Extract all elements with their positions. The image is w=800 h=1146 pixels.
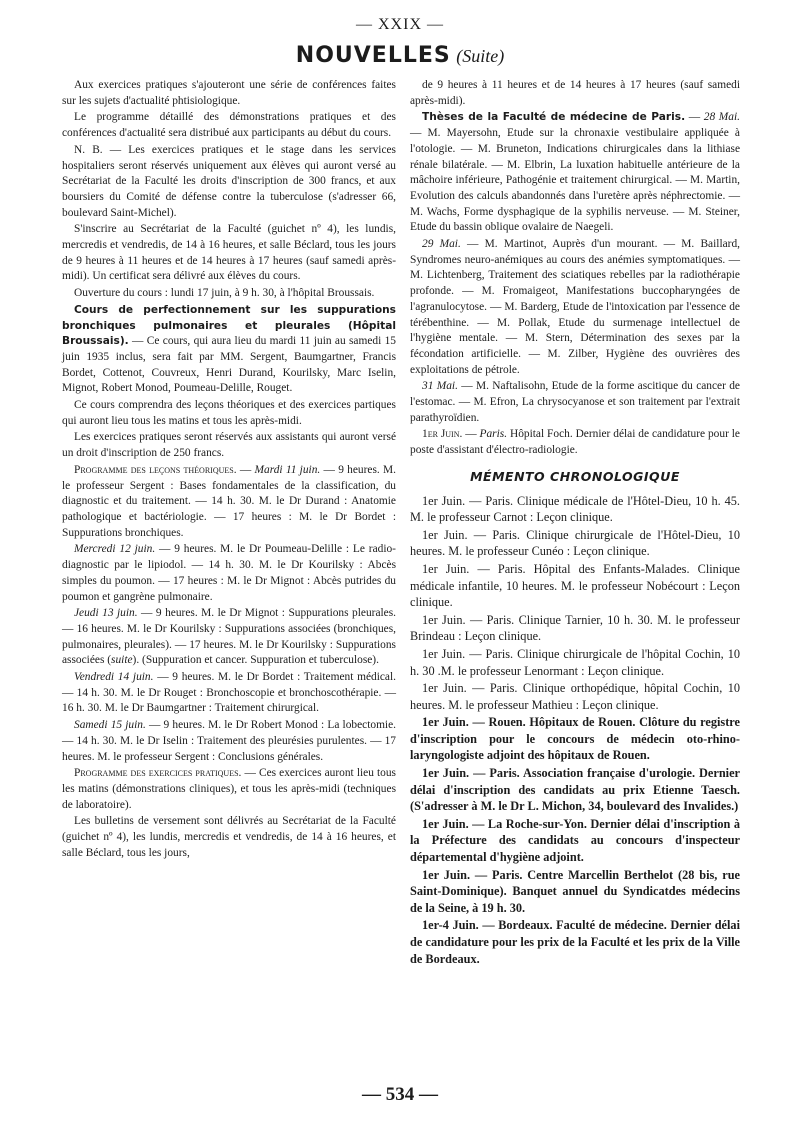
memento-entry: 1er Juin. — Paris. Clinique Tarnier, 10 h. 30. M. le professeur Brindeau : Leçon clinique.: [410, 612, 740, 644]
paragraph: 1er Juin. — Paris. Hôpital Foch. Dernier délai de candidature pour le poste d'assistant d'électro-radiologie.: [410, 428, 740, 457]
date-label: 29 Mai.: [422, 238, 461, 251]
paragraph-text: — 9 heures. M. le Dr Bordet : Traitement médical. — 14 h. 30. M. le Dr Rouget : Bronchoscopie et bronchoscothérapie. — 16 h. 30. M. le Dr Baumgartner : Traitement chirurgical.: [62, 671, 396, 715]
paragraph: [62, 606, 396, 669]
paragraph-text: — M. Martinot, Auprès d'un mourant. — M. Baillard, Syndromes neuro-anémiques au cours des anémies symptomatiques. — M. Lichtenberg, Traitement des sciatiques rebelles par la radiothérapie profonde. — M. Fromaigeot, Manifestations buccopharyngées de l'agranulocytose. — M. Barderg, Etude de l'intoxication par l'essence de térébenthine. — M. Pollak, Etude du surmenage intellectuel de l'hygiène mentale. — M. Stern, Détermination des sexes par la fécondation artificielle. — M. Zilber, Hygiène des ouvrières des exploitations de pétrole.: [410, 238, 740, 376]
memento-entry: 1er Juin. — Paris. Association française d'urologie. Dernier délai d'inscription des candidats au prix Etienne Taesch. (S'adresser à M. le Dr L. Michon, 34, boulevard des Invalides.): [410, 766, 740, 814]
paragraph: [62, 766, 396, 813]
paragraph: Les bulletins de versement sont délivrés au Secrétariat de la Faculté (guichet nº 4), les lundis, mercredis et vendredis, de 14 à 16 heures, et salle Béclard, tous les jours,: [62, 815, 396, 859]
paragraph: Thèses de la Faculté de médecine de Paris. — 28 Mai. — M. Mayersohn, Etude sur la chronaxie vestibulaire appliquée à l'otologie. — M. Bruneton, Indications chirurgicales dans la lithiase rénale bilatérale. — M. Elbrin, La luxation habituelle antérieure de la mâchoire inférieure, Pathogénie et traitement chirurgical. — M. Martin, Evolution des calculs abandonnés dans l'uretère après néphrectomie. — M. Wachs, Forme dysphagique de la syphilis nerveuse. — M. Steiner, Etude du bassin oblique ovalaire de Naegeli.: [410, 111, 741, 234]
memento-entry: 1er Juin. — Paris. Centre Marcellin Berthelot (28 bis, rue Saint-Dominique). Banquet annuel du Syndicatdes médecins de la Seine, à 19 h. 30.: [410, 867, 740, 915]
paragraph-text: — 9 heures. M. le Dr Robert Monod : La lobectomie. — 14 h. 30. M. le Dr Iselin : Traitement des pleurésies purulentes. — 17 heures. M. le professeur Sergent : Conclusions générales.: [62, 719, 396, 763]
course-title: Cours de perfectionnement sur les suppurations bronchiques pulmonaires et pleurales (Hôpital Broussais).: [62, 303, 396, 348]
memento-entry: 1er Juin. — Paris. Clinique chirurgicale de l'Hôtel-Dieu, 10 heures. M. le professeur Cunéo : Leçon clinique.: [410, 527, 740, 559]
paragraph: [62, 670, 396, 717]
page-number: — 534 —: [362, 1084, 438, 1105]
paragraph: [62, 303, 396, 397]
paragraph: Ouverture du cours : lundi 17 juin, à 9 h. 30, à l'hôpital Broussais.: [74, 287, 375, 300]
program-heading: Programme des exercices pratiques.: [74, 767, 242, 780]
paragraph-text: — Ce cours, qui aura lieu du mardi 11 juin au samedi 15 juin 1935 inclus, sera fait par MM. Sergent, Baumgartner, Francis Bordet, Cottenot, Couvreux, Henri Durand, Kourilsky, Marc Iselin, Mignot, Robert Monod, Poumeau-Delille, Rouget.: [62, 335, 396, 395]
paragraph: N. B. — Les exercices pratiques et le stage dans les services hospitaliers seront réservés uniquement aux élèves qui auront versé au Secrétariat de la Faculté les droits d'inscription de 300 francs, et aux boursiers du Comité de défense contre la tuberculose (s'adresser 66, boulevard Saint-Michel).: [62, 143, 396, 219]
paragraph-text: — M. Mayersohn, Etude sur la chronaxie vestibulaire appliquée à l'otologie. — M. Bruneton, Indications chirurgicales dans la lithiase rénale bilatérale. — M. Elbrin, La luxation habituelle antérieure de la mâchoire inférieure, Pathogénie et traitement chirurgical. — M. Martin, Evolution des calculs abandonnés dans l'uretère après néphrectomie. — M. Wachs, Forme dysphagique de la syphilis nerveuse. — M. Steiner, Etude du bassin oblique ovalaire de Naegeli.: [410, 127, 740, 234]
program-heading: Programme des leçons théoriques.: [74, 463, 237, 476]
heading-subtitle: (Suite): [456, 46, 505, 66]
date-label: 1er Juin.: [422, 428, 463, 441]
memento-entry: 1er Juin. — Paris. Hôpital des Enfants-Malades. Clinique médicale infantile, 10 heures. M. le professeur Nobécourt : Leçon clinique.: [410, 561, 740, 610]
paragraph-text: — 9 heures. M. le professeur Sergent : Bases fondamentales de la classification, du diagnostic et du traitement. — 14 h. 30. M. le Dr Durand : Anatomie pathologique et bactériologie. — 17 heures : M. le Dr Bordet : Suppurations bronchiques.: [62, 463, 396, 539]
date-label: 31 Mai.: [422, 380, 458, 393]
heading-title: NOUVELLES: [295, 43, 451, 68]
paragraph-text: ). (Suppuration et cancer. Suppuration et tuberculose).: [132, 654, 379, 667]
memento-entry: 1er Juin. — Rouen. Hôpitaux de Rouen. Clôture du registre d'inscription pour le concours de médecin oto-rhino-laryngologiste adjoint des hôpitaux de Rouen.: [410, 715, 740, 763]
paragraph: Programme des leçons théoriques. — Mardi 11 juin. — 9 heures. M. le professeur Sergent : Bases fondamentales de la classification, du diagnostic et du traitement. — 14 h. 30. M. le Dr Durand : Anatomie pathologique et bactériologie. — 17 heures : M. le Dr Bordet : Suppurations bronchiques.: [62, 463, 396, 539]
memento-entry: 1er Juin. — Paris. Clinique médicale de l'Hôtel-Dieu, 10 h. 45. M. le professeur Carnot : Leçon clinique.: [410, 493, 740, 525]
left-column: [62, 78, 396, 862]
paragraph-text: — 9 heures. M. le Dr Poumeau-Delille : Le radio-diagnostic par le lipiodol. — 14 h. 30. M. le Dr Kourilsky : Abcès simples du poumon. — 17 heures : M. le Dr Mignot : Abcès putrides du poumon et gangrène pulmonaire.: [62, 543, 396, 603]
page-heading: [0, 42, 800, 68]
theses-heading: Thèses de la Faculté de médecine de Paris.: [422, 111, 686, 124]
paragraph: [62, 542, 396, 605]
paragraph: Ce cours comprendra des leçons théoriques et des exercices partiques qui auront lieu tous les matins et tous les après-midi.: [62, 399, 396, 427]
paragraph: Aux exercices pratiques s'ajouteront une série de conférences faites sur les sujets d'actualité phtisiologique.: [62, 79, 396, 107]
suite-label: suite: [111, 654, 133, 667]
paragraph: [410, 379, 740, 426]
paragraph: S'inscrire au Secrétariat de la Faculté (guichet nº 4), les lundis, mercredis et vendredis, de 14 à 16 heures, et salle Béclard, tous les jours de 9 heures à 11 heures et de 14 heures à 17 heures (sauf samedi après-midi). Un certificat sera délivré aux élèves du cours.: [62, 223, 396, 283]
paragraph-text: — Ces exercices auront lieu tous les matins (démonstrations cliniques), et tous les après-midi (techniques de laboratoire).: [62, 767, 396, 811]
page-roman-numeral: — XXIX —: [356, 16, 444, 33]
paragraph-text: — 9 heures. M. le Dr Mignot : Suppurations pleurales. — 16 heures. M. le Dr Kourilsky : Suppurations associées (bronchiques, pulmonaires, pleurales). — 17 heures. M. le Dr Kourilsky : Suppurations associées (: [62, 607, 396, 667]
date-label: Mardi 11 juin.: [254, 463, 321, 476]
paragraph: [410, 237, 740, 378]
date-label: Mercredi 12 juin.: [74, 543, 156, 556]
place-label: Paris.: [479, 428, 508, 441]
paragraph: Les exercices pratiques seront réservés aux assistants qui auront versé un droit d'inscription de 250 francs.: [62, 431, 396, 460]
date-label: Samedi 15 juin.: [74, 719, 146, 732]
right-column: [410, 78, 740, 968]
date-label: 28 Mai.: [703, 111, 741, 124]
memento-entry: 1er Juin. — La Roche-sur-Yon. Dernier délai d'inscription à la Préfecture des candidats au concours d'inspecteur départemental d'hygiène adjoint.: [410, 816, 740, 865]
paragraph: Le programme détaillé des démonstrations pratiques et des conférences d'actualité sera distribué aux participants au début du cours.: [62, 111, 396, 140]
paragraph: [62, 718, 396, 765]
paragraph-text: Hôpital Foch. Dernier délai de candidature pour le poste d'assistant d'électro-radiologie.: [410, 428, 740, 457]
memento-title: MÉMENTO CHRONOLOGIQUE: [470, 468, 680, 484]
memento-entry: 1er Juin. — Paris. Clinique orthopédique, hôpital Cochin, 10 heures. M. le professeur Mathieu : Leçon clinique.: [410, 681, 740, 712]
date-label: Jeudi 13 juin.: [74, 607, 138, 620]
paragraph-text: — M. Naftalisohn, Etude de la forme ascitique du cancer de l'estomac. — M. Efron, La chrysocyanose et son traitement par l'extrait parathyroïdien.: [410, 380, 740, 424]
date-label: Vendredi 14 juin.: [74, 671, 154, 684]
memento-entry: 1er-4 Juin. — Bordeaux. Faculté de médecine. Dernier délai de candidature pour les prix de la Faculté et les prix de la Ville de Bordeaux.: [410, 918, 740, 966]
memento-entry: 1er Juin. — Paris. Clinique chirurgicale de l'hôpital Cochin, 10 h. 30 .M. le professeur Lenormant : Leçon clinique.: [410, 646, 740, 678]
paragraph: de 9 heures à 11 heures et de 14 heures à 17 heures (sauf samedi après-midi).: [410, 79, 740, 107]
